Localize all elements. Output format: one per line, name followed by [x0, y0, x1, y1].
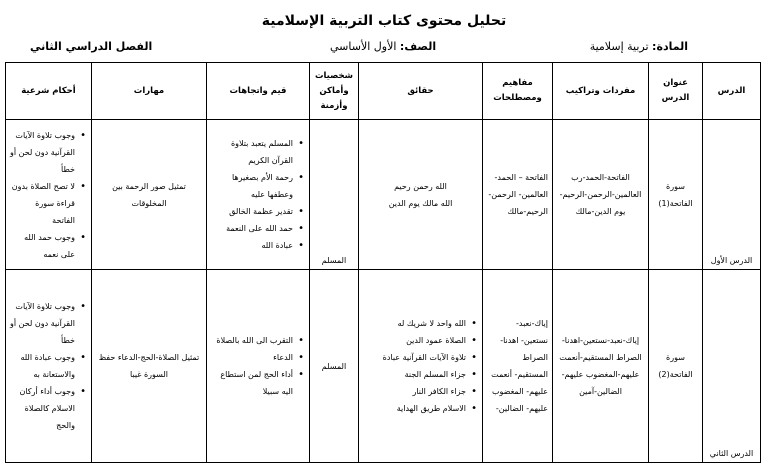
fact-item: الله رحمن رحيم	[394, 181, 447, 191]
header-skills: مهارات	[92, 63, 207, 120]
lesson-cell: الدرس الأول	[703, 120, 761, 270]
value-item: • التقرب الى الله بالصلاة	[211, 332, 293, 349]
header-vocab: مفردات وتراكيب	[553, 63, 649, 120]
value-item: • عبادة الله	[211, 237, 293, 254]
fact-item: • تلاوة الآيات القرآنية عبادة	[363, 349, 466, 366]
ruling-item: • وجوب تلاوة الآيات القرآنية دون لحن أو خطأ	[10, 127, 75, 178]
values-cell	[207, 270, 310, 463]
ruling-item: • وجوب عبادة الله والاستعانة به	[10, 349, 75, 383]
page-title: تحليل محتوى كتاب التربية الإسلامية	[261, 13, 507, 29]
skills-cell: تمثيل الصلاة-الحج-الدعاء حفظ السورة غيبا	[92, 270, 207, 463]
grade-label: الصف:	[399, 40, 437, 53]
fact-item: • الله واحد لا شريك له	[363, 315, 466, 332]
vocab-cell: إياك-نعبد-نستعين-اهدنا-الصراط المستقيم-أنعمت عليهم-المغضوب عليهم-الضالين-آمين	[553, 270, 649, 463]
header-rulings: أحكام شرعية	[6, 63, 92, 120]
term-label: الفصل الدراسي الثاني	[30, 40, 153, 53]
concepts-cell: إياك-نعبد- نستعين- اهدنا- الصراط المستقيم- أنعمت عليهم- المغضوب عليهم- الضالين-	[483, 270, 553, 463]
fact-item: • الصلاة عمود الدين	[363, 332, 466, 349]
ruling-item: • لا تصح الصلاة بدون قراءة سورة الفاتحة	[10, 178, 75, 229]
analysis-table	[5, 62, 761, 463]
table-row	[6, 270, 761, 463]
header-lesson: الدرس	[703, 63, 761, 120]
facts-cell	[359, 270, 483, 463]
lesson-title-cell: سورة الفاتحة(2)	[649, 270, 703, 463]
header-lesson-title: عنوان الدرس	[649, 63, 703, 120]
ruling-item: • وجوب أداء أركان الاسلام كالصلاة والحج	[10, 383, 75, 434]
rulings-cell	[6, 270, 92, 463]
lesson-cell: الدرس الثاني	[703, 270, 761, 463]
header-people: شخصيات وأماكن وأزمنة	[310, 63, 359, 120]
fact-item: الله مالك يوم الدين	[388, 198, 453, 208]
table-header-row	[6, 63, 761, 120]
ruling-item: • وجوب حمد الله على نعمه	[10, 229, 75, 263]
vocab-cell: الفاتحة-الحمد-رب العالمين-الرحمن-الرحيم-يوم الدين-مالك	[553, 120, 649, 270]
skills-cell: تمثيل صور الرحمة بين المخلوقات	[92, 120, 207, 270]
header-values: قيم واتجاهات	[207, 63, 310, 120]
value-item: • تقدير عظمة الخالق	[211, 203, 293, 220]
value-item: • حمد الله على النعمة	[211, 220, 293, 237]
people-cell: المسلم	[310, 270, 359, 463]
header-facts: حقائق	[359, 63, 483, 120]
value-item: • رحمة الأم بصغيرها وعطفها عليه	[211, 169, 293, 203]
ruling-item: • وجوب تلاوة الآيات القرآنية دون لحن أو خطأ	[10, 298, 75, 349]
facts-cell	[359, 120, 483, 270]
lesson-title-cell: سورة الفاتحة(1)	[649, 120, 703, 270]
subject-meta	[590, 40, 688, 53]
fact-item: • الاسلام طريق الهداية	[363, 400, 466, 417]
grade-value: الأول الأساسي	[330, 40, 397, 53]
grade-meta	[330, 40, 436, 53]
subject-label: المادة:	[652, 40, 688, 53]
people-cell: المسلم	[310, 120, 359, 270]
values-cell	[207, 120, 310, 270]
value-item: • الدعاء	[211, 349, 293, 366]
fact-item: • جزاء الكافر النار	[363, 383, 466, 400]
subject-value: تربية إسلامية	[589, 40, 649, 53]
table-row	[6, 120, 761, 270]
value-item: • المسلم يتعبد بتلاوة القرآن الكريم	[211, 135, 293, 169]
fact-item: • جزاء المسلم الجنة	[363, 366, 466, 383]
concepts-cell: الفاتحة – الحمد- العالمين- الرحمن- الرحيم-مالك	[483, 120, 553, 270]
header-concepts: مفاهيم ومصطلحات	[483, 63, 553, 120]
rulings-cell	[6, 120, 92, 270]
value-item: • أداء الحج لمن استطاع اليه سبيلا	[211, 366, 293, 400]
